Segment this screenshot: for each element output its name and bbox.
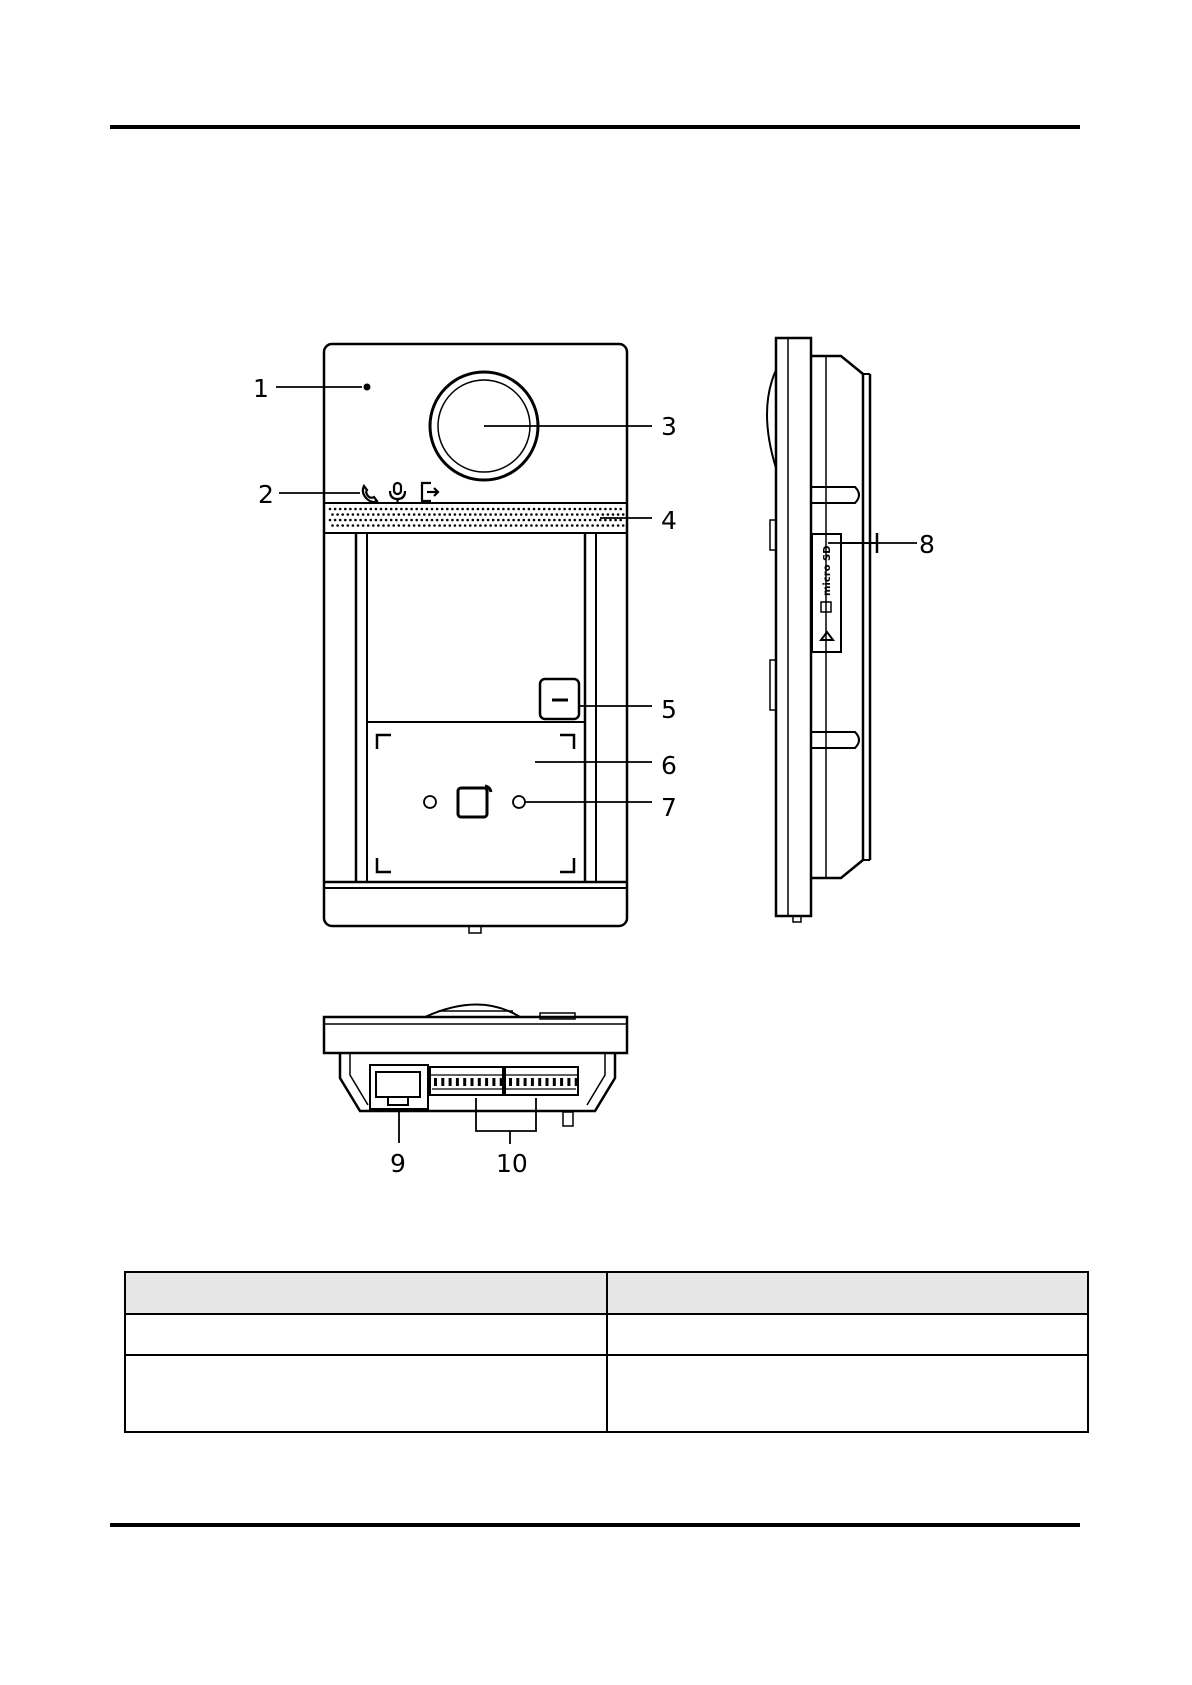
table-cell (607, 1314, 1089, 1355)
speaker-hole (510, 513, 513, 516)
speaker-hole (533, 508, 536, 511)
front-view (324, 344, 627, 933)
speaker-hole (464, 524, 467, 527)
table-row (125, 1355, 1088, 1432)
speaker-hole (604, 519, 607, 522)
speaker-hole (548, 519, 551, 522)
speaker-hole (344, 519, 347, 522)
speaker-hole (352, 524, 355, 527)
terminal-pin (471, 1078, 474, 1086)
callout-6: 6 (661, 751, 677, 780)
speaker-hole (451, 519, 454, 522)
speaker-hole (385, 519, 388, 522)
terminal-pin (500, 1078, 503, 1086)
speaker-hole (538, 519, 541, 522)
speaker-hole (331, 524, 334, 527)
callout-2: 2 (258, 480, 274, 509)
table-row (125, 1314, 1088, 1355)
speaker-hole (612, 524, 615, 527)
speaker-hole (604, 508, 607, 511)
speaker-hole (528, 519, 531, 522)
footer-rule (110, 1523, 1080, 1527)
speaker-hole (428, 524, 431, 527)
speaker-hole (538, 508, 541, 511)
speaker-hole (441, 508, 444, 511)
speaker-hole (489, 524, 492, 527)
speaker-hole (528, 508, 531, 511)
speaker-hole (359, 508, 362, 511)
speaker-hole (336, 524, 339, 527)
speaker-hole (561, 524, 564, 527)
speaker-hole (548, 508, 551, 511)
speaker-hole (347, 513, 350, 516)
speaker-hole (380, 508, 383, 511)
speaker-hole (484, 513, 487, 516)
speaker-hole (484, 524, 487, 527)
speaker-hole (362, 524, 365, 527)
speaker-hole (586, 524, 589, 527)
speaker-hole (566, 524, 569, 527)
speaker-hole (561, 513, 564, 516)
speaker-hole (515, 513, 518, 516)
speaker-hole (543, 519, 546, 522)
speaker-hole (591, 524, 594, 527)
side-view (767, 338, 877, 922)
speaker-hole (395, 519, 398, 522)
speaker-hole (497, 519, 500, 522)
speaker-hole (607, 524, 610, 527)
speaker-hole (607, 513, 610, 516)
speaker-hole (413, 524, 416, 527)
speaker-hole (359, 519, 362, 522)
speaker-hole (398, 513, 401, 516)
table-cell (607, 1355, 1089, 1432)
speaker-hole (410, 508, 413, 511)
speaker-hole (329, 519, 332, 522)
speaker-hole (545, 524, 548, 527)
speaker-hole (614, 508, 617, 511)
terminal-pin (441, 1078, 444, 1086)
terminal-pin (492, 1078, 495, 1086)
speaker-hole (426, 519, 429, 522)
terminal-pin (524, 1078, 527, 1086)
speaker-hole (431, 508, 434, 511)
speaker-hole (543, 508, 546, 511)
callout-7: 7 (661, 793, 677, 822)
terminal-pin (546, 1078, 549, 1086)
speaker-hole (494, 513, 497, 516)
speaker-hole (415, 508, 418, 511)
speaker-hole (530, 524, 533, 527)
speaker-hole (609, 519, 612, 522)
speaker-hole (443, 513, 446, 516)
speaker-hole (492, 519, 495, 522)
speaker-hole (461, 508, 464, 511)
speaker-hole (459, 513, 462, 516)
speaker-hole (487, 519, 490, 522)
speaker-hole (494, 524, 497, 527)
speaker-hole (535, 524, 538, 527)
microphone-icon (390, 483, 405, 503)
speaker-hole (586, 513, 589, 516)
speaker-hole (492, 508, 495, 511)
speaker-hole (591, 513, 594, 516)
speaker-hole (347, 524, 350, 527)
speaker-hole (382, 513, 385, 516)
speaker-hole (349, 508, 352, 511)
speaker-hole (367, 513, 370, 516)
speaker-hole (336, 513, 339, 516)
speaker-hole (502, 508, 505, 511)
speaker-hole (375, 508, 378, 511)
speaker-hole (517, 508, 520, 511)
speaker-grille (324, 503, 627, 533)
speaker-hole (581, 524, 584, 527)
speaker-hole (461, 519, 464, 522)
speaker-hole (387, 524, 390, 527)
speaker-hole (415, 519, 418, 522)
speaker-hole (474, 524, 477, 527)
speaker-hole (500, 524, 503, 527)
speaker-hole (431, 519, 434, 522)
speaker-hole (466, 508, 469, 511)
speaker-hole (487, 508, 490, 511)
speaker-hole (357, 513, 360, 516)
speaker-hole (574, 508, 577, 511)
callout-9: 9 (390, 1149, 406, 1178)
indicator-dot (365, 385, 370, 390)
speaker-hole (354, 519, 357, 522)
speaker-hole (446, 519, 449, 522)
speaker-hole (596, 513, 599, 516)
speaker-hole (395, 508, 398, 511)
speaker-hole (553, 519, 556, 522)
speaker-hole (507, 519, 510, 522)
speaker-hole (423, 524, 426, 527)
speaker-hole (500, 513, 503, 516)
speaker-hole (451, 508, 454, 511)
speaker-hole (551, 513, 554, 516)
speaker-hole (609, 508, 612, 511)
terminal-pin (485, 1078, 488, 1086)
speaker-hole (622, 513, 625, 516)
speaker-hole (477, 508, 480, 511)
speaker-hole (584, 508, 587, 511)
terminal-pin (575, 1078, 578, 1086)
speaker-hole (556, 524, 559, 527)
speaker-hole (372, 524, 375, 527)
speaker-hole (596, 524, 599, 527)
speaker-hole (387, 513, 390, 516)
terminal-pin (478, 1078, 481, 1086)
speaker-hole (377, 513, 380, 516)
speaker-hole (540, 513, 543, 516)
speaker-hole (364, 508, 367, 511)
speaker-hole (517, 519, 520, 522)
speaker-hole (477, 519, 480, 522)
speaker-hole (454, 513, 457, 516)
speaker-hole (433, 513, 436, 516)
terminal-pin (538, 1078, 541, 1086)
speaker-hole (622, 524, 625, 527)
callout-3: 3 (661, 412, 677, 441)
speaker-hole (426, 508, 429, 511)
speaker-hole (568, 519, 571, 522)
table-header-cell (607, 1272, 1089, 1314)
table-cell (125, 1314, 607, 1355)
speaker-hole (364, 519, 367, 522)
terminal-pin (456, 1078, 459, 1086)
speaker-hole (581, 513, 584, 516)
speaker-hole (408, 513, 411, 516)
speaker-hole (438, 513, 441, 516)
speaker-hole (599, 508, 602, 511)
parts-table (124, 1271, 1089, 1433)
speaker-hole (579, 508, 582, 511)
callout-5: 5 (661, 695, 677, 724)
speaker-hole (405, 508, 408, 511)
speaker-hole (362, 513, 365, 516)
speaker-hole (619, 519, 622, 522)
speaker-hole (352, 513, 355, 516)
speaker-hole (339, 519, 342, 522)
speaker-hole (497, 508, 500, 511)
speaker-hole (568, 508, 571, 511)
speaker-hole (558, 519, 561, 522)
speaker-hole (619, 508, 622, 511)
speaker-hole (408, 524, 411, 527)
speaker-hole (599, 519, 602, 522)
speaker-hole (571, 524, 574, 527)
speaker-hole (482, 508, 485, 511)
speaker-hole (614, 519, 617, 522)
speaker-hole (589, 508, 592, 511)
speaker-hole (464, 513, 467, 516)
speaker-hole (525, 513, 528, 516)
card-reader-icon (458, 788, 487, 817)
speaker-hole (349, 519, 352, 522)
speaker-hole (446, 508, 449, 511)
terminal-pin (463, 1078, 466, 1086)
speaker-hole (433, 524, 436, 527)
speaker-hole (469, 513, 472, 516)
speaker-hole (510, 524, 513, 527)
hole-left (424, 796, 436, 808)
speaker-hole (474, 513, 477, 516)
speaker-hole (612, 513, 615, 516)
callout-10: 10 (496, 1149, 528, 1178)
speaker-hole (558, 508, 561, 511)
terminal-pin (531, 1078, 534, 1086)
speaker-hole (571, 513, 574, 516)
speaker-hole (436, 508, 439, 511)
speaker-hole (334, 519, 337, 522)
phone-icon (363, 486, 377, 502)
speaker-hole (459, 524, 462, 527)
speaker-hole (375, 519, 378, 522)
speaker-hole (545, 513, 548, 516)
speaker-hole (617, 513, 620, 516)
speaker-hole (410, 519, 413, 522)
speaker-hole (502, 519, 505, 522)
speaker-hole (540, 524, 543, 527)
callout-8: 8 (919, 530, 935, 559)
speaker-hole (589, 519, 592, 522)
speaker-hole (456, 508, 459, 511)
speaker-hole (551, 524, 554, 527)
terminal-pin (509, 1078, 512, 1086)
speaker-hole (443, 524, 446, 527)
speaker-hole (341, 524, 344, 527)
speaker-hole (413, 513, 416, 516)
speaker-hole (520, 524, 523, 527)
speaker-hole (505, 524, 508, 527)
speaker-hole (617, 524, 620, 527)
speaker-hole (566, 513, 569, 516)
speaker-hole (472, 519, 475, 522)
speaker-hole (421, 508, 424, 511)
speaker-hole (449, 524, 452, 527)
speaker-hole (344, 508, 347, 511)
terminal-pin (516, 1078, 519, 1086)
speaker-hole (329, 508, 332, 511)
speaker-hole (520, 513, 523, 516)
speaker-hole (421, 519, 424, 522)
speaker-hole (602, 513, 605, 516)
speaker-hole (472, 508, 475, 511)
speaker-hole (390, 508, 393, 511)
speaker-hole (479, 513, 482, 516)
speaker-hole (423, 513, 426, 516)
speaker-hole (390, 519, 393, 522)
speaker-hole (512, 519, 515, 522)
speaker-hole (392, 513, 395, 516)
speaker-hole (398, 524, 401, 527)
speaker-hole (523, 508, 526, 511)
speaker-hole (579, 519, 582, 522)
speaker-hole (341, 513, 344, 516)
speaker-hole (370, 519, 373, 522)
speaker-hole (436, 519, 439, 522)
speaker-hole (405, 519, 408, 522)
speaker-hole (449, 513, 452, 516)
speaker-hole (535, 513, 538, 516)
speaker-hole (525, 524, 528, 527)
hole-right (513, 796, 525, 808)
callout-1: 1 (253, 374, 269, 403)
terminal-pin (434, 1078, 437, 1086)
speaker-hole (563, 508, 566, 511)
speaker-hole (482, 519, 485, 522)
speaker-hole (602, 524, 605, 527)
speaker-hole (392, 524, 395, 527)
speaker-hole (400, 519, 403, 522)
speaker-hole (400, 508, 403, 511)
speaker-hole (367, 524, 370, 527)
table-header-cell (125, 1272, 607, 1314)
speaker-hole (533, 519, 536, 522)
door-exit-icon (422, 483, 438, 501)
speaker-hole (563, 519, 566, 522)
speaker-hole (377, 524, 380, 527)
speaker-hole (331, 513, 334, 516)
speaker-hole (574, 519, 577, 522)
speaker-hole (454, 524, 457, 527)
speaker-hole (370, 508, 373, 511)
speaker-hole (418, 524, 421, 527)
terminal-block-1 (430, 1067, 503, 1095)
speaker-hole (441, 519, 444, 522)
speaker-hole (505, 513, 508, 516)
speaker-hole (466, 519, 469, 522)
speaker-hole (382, 524, 385, 527)
speaker-hole (334, 508, 337, 511)
speaker-hole (515, 524, 518, 527)
terminal-pin (560, 1078, 563, 1086)
speaker-hole (530, 513, 533, 516)
terminal-pin (449, 1078, 452, 1086)
speaker-hole (553, 508, 556, 511)
speaker-hole (523, 519, 526, 522)
terminal-block-2 (505, 1067, 578, 1095)
speaker-hole (512, 508, 515, 511)
speaker-hole (489, 513, 492, 516)
speaker-hole (403, 524, 406, 527)
speaker-hole (438, 524, 441, 527)
speaker-hole (372, 513, 375, 516)
terminal-pin (553, 1078, 556, 1086)
speaker-hole (479, 524, 482, 527)
speaker-holes (329, 508, 625, 527)
speaker-hole (354, 508, 357, 511)
speaker-hole (456, 519, 459, 522)
terminal-pin (567, 1078, 570, 1086)
speaker-hole (594, 508, 597, 511)
speaker-hole (418, 513, 421, 516)
speaker-hole (556, 513, 559, 516)
speaker-hole (403, 513, 406, 516)
micro-sd-label: micro SD (822, 545, 833, 596)
callout-4: 4 (661, 506, 677, 535)
speaker-hole (576, 513, 579, 516)
table-cell (125, 1355, 607, 1432)
speaker-hole (385, 508, 388, 511)
speaker-hole (584, 519, 587, 522)
speaker-hole (339, 508, 342, 511)
speaker-hole (469, 524, 472, 527)
speaker-hole (576, 524, 579, 527)
speaker-hole (380, 519, 383, 522)
speaker-hole (507, 508, 510, 511)
speaker-hole (428, 513, 431, 516)
speaker-hole (594, 519, 597, 522)
speaker-hole (357, 524, 360, 527)
